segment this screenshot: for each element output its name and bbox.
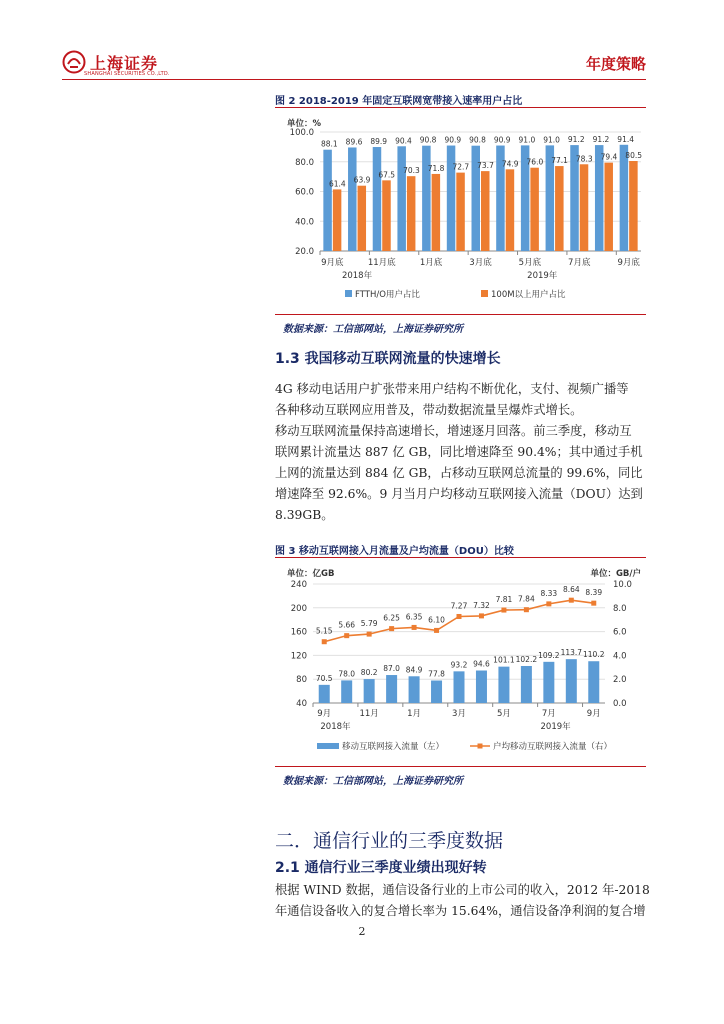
y-left-tick-label: 240 [290, 580, 307, 590]
bar-traffic [588, 661, 599, 703]
x-tick-label: 1月底 [419, 258, 443, 268]
data-label-dou: 6.10 [428, 615, 445, 625]
bar-traffic [521, 666, 532, 703]
data-label-ftth: 91.4 [617, 134, 635, 144]
y-tick-label: 80.0 [295, 157, 314, 168]
data-label-ftth: 89.6 [345, 137, 363, 147]
legend-label-dou: 户均移动互联网接入流量（右） [493, 742, 613, 752]
data-label-traffic: 101.1 [493, 655, 515, 665]
y-right-tick-label: 10.0 [613, 580, 632, 590]
para-line: 根据 WIND 数据，通信设备行业的上市公司的收入，2012 年-2018 [275, 883, 650, 897]
y-right-tick-label: 4.0 [613, 651, 627, 662]
x-tick-label: 1月 [407, 709, 422, 719]
data-label-ftth: 91.0 [518, 135, 536, 145]
data-label-traffic: 80.2 [360, 668, 378, 678]
section-2-heading: 二．通信行业的三季度数据 [275, 830, 504, 852]
bar-ftth [373, 147, 382, 251]
data-label-traffic: 110.2 [583, 650, 605, 660]
bar-100m [604, 163, 613, 251]
x-tick-label: 11月 [359, 709, 379, 719]
data-label-traffic: 87.0 [383, 664, 400, 674]
data-label-ftth: 90.4 [395, 136, 412, 146]
data-label-dou: 6.25 [383, 613, 400, 623]
data-label-dou: 7.81 [495, 595, 513, 605]
x-tick-label: 9月 [586, 709, 601, 719]
y-tick-label: 60.0 [295, 187, 314, 198]
left-unit-label: 单位：亿GB [287, 569, 335, 579]
data-label-100m: 74.9 [501, 159, 519, 169]
bar-traffic [543, 662, 554, 703]
data-label-traffic: 84.9 [405, 665, 423, 675]
data-label-dou: 7.32 [473, 600, 490, 610]
para-line: 增速降至 92.6%。9 月当月户均移动互联网接入流量（DOU）达到 [275, 487, 643, 501]
x-tick-label: 9月 [317, 709, 332, 719]
data-label-100m: 80.5 [625, 151, 643, 161]
bar-100m [629, 161, 638, 251]
bar-ftth [348, 147, 357, 251]
logo-emblem-icon [62, 50, 86, 74]
x-tick-label: 5月底 [518, 258, 542, 268]
bar-ftth [620, 145, 629, 251]
legend-swatch-traffic [317, 743, 339, 749]
y-left-tick-label: 40 [296, 699, 307, 709]
data-label-dou: 8.33 [540, 588, 558, 598]
data-label-traffic: 77.8 [428, 669, 445, 679]
data-label-traffic: 70.5 [315, 673, 333, 683]
dou-marker [344, 633, 349, 638]
bar-traffic [566, 659, 577, 703]
x-tick-label: 3月底 [469, 258, 492, 268]
x-tick-label: 11月底 [367, 258, 396, 268]
figure2-chart [275, 110, 646, 310]
bar-100m [506, 169, 515, 251]
figure3-source: 数据来源：工信部网站，上海证券研究所 [283, 776, 463, 787]
data-label-ftth: 91.2 [567, 135, 585, 145]
right-unit-label: 单位：GB/户 [590, 569, 641, 579]
dou-marker [434, 628, 439, 633]
year-label: 2019年 [527, 271, 558, 281]
bar-100m [432, 174, 441, 251]
bar-traffic [386, 675, 397, 703]
data-label-100m: 72.7 [452, 162, 470, 172]
data-label-traffic: 94.6 [473, 659, 490, 669]
section-1-3-heading: 1.3 我国移动互联网流量的快速增长 [275, 351, 501, 367]
data-label-dou: 7.27 [450, 601, 468, 611]
data-label-100m: 79.4 [600, 152, 618, 162]
data-label-traffic: 93.2 [450, 660, 468, 670]
figure3-bottom-rule [275, 766, 646, 767]
x-tick-label: 9月底 [617, 258, 640, 268]
data-label-traffic: 109.2 [538, 650, 560, 660]
figure2-title: 图 2 2018-2019 年固定互联网宽带接入速率用户占比 [275, 96, 523, 107]
data-label-100m: 78.3 [575, 154, 593, 164]
page-number: 2 [358, 925, 366, 938]
data-label-100m: 63.9 [353, 175, 371, 185]
year-label: 2018年 [341, 271, 373, 281]
data-label-dou: 5.66 [338, 620, 356, 630]
figure3-top-rule [275, 557, 646, 558]
bar-ftth [447, 146, 456, 251]
bar-100m [555, 166, 564, 251]
data-label-dou: 5.79 [360, 619, 378, 629]
para-line: 4G 移动电话用户扩张带来用户结构不断优化，支付、视频广播等 [275, 382, 629, 396]
data-label-100m: 71.8 [427, 163, 445, 173]
dou-marker [591, 601, 596, 606]
section-1-3-para2 [275, 421, 646, 526]
logo-text: 上海证券 [90, 53, 159, 73]
x-tick-label: 3月 [452, 709, 466, 719]
y-tick-label: 40.0 [295, 217, 314, 228]
data-label-dou: 8.64 [562, 585, 580, 595]
year-label: 2018年 [320, 722, 351, 732]
data-label-100m: 67.5 [378, 170, 396, 180]
y-right-tick-label: 0.0 [613, 699, 627, 709]
report-type: 年度策略 [585, 55, 646, 73]
y-right-tick-label: 2.0 [613, 675, 627, 686]
bar-traffic [431, 681, 442, 703]
para-line: 年通信设备收入的复合增长率为 15.64%，通信设备净利润的复合增 [275, 904, 646, 918]
data-label-ftth: 89.9 [370, 137, 388, 147]
data-label-100m: 77.1 [551, 156, 568, 166]
dou-marker [524, 607, 529, 612]
bar-100m [333, 189, 342, 251]
legend-swatch-ftth [345, 290, 352, 297]
data-label-ftth: 90.8 [419, 135, 437, 145]
x-tick-label: 9月底 [321, 258, 344, 268]
x-tick-label: 5月 [496, 709, 511, 719]
para-line: 8.39GB。 [275, 508, 334, 522]
bar-100m [382, 180, 391, 251]
unit-label: 单位：% [287, 119, 322, 129]
y-left-tick-label: 80 [296, 675, 307, 686]
figure3-title: 图 3 移动互联网接入月流量及户均流量（DOU）比较 [275, 546, 514, 557]
dou-marker [569, 598, 574, 603]
bar-ftth [422, 146, 431, 251]
data-label-traffic: 78.0 [338, 669, 356, 679]
legend-label-ftth: FTTH/O用户占比 [355, 290, 420, 300]
y-left-tick-label: 160 [290, 627, 307, 638]
bar-traffic [319, 685, 330, 703]
bar-100m [407, 176, 416, 251]
data-label-dou: 6.35 [405, 612, 423, 622]
figure2-top-rule [275, 107, 646, 108]
dou-marker [501, 608, 506, 613]
figure2-bottom-rule [275, 314, 646, 315]
para-line: 各种移动互联网应用普及，带动数据流量呈爆炸式增长。 [275, 403, 583, 417]
bar-ftth [397, 146, 406, 251]
bar-traffic [364, 679, 375, 703]
data-label-ftth: 91.0 [543, 135, 560, 145]
y-right-tick-label: 8.0 [613, 603, 627, 614]
data-label-100m: 76.0 [526, 157, 544, 167]
legend-swatch-100m [481, 290, 488, 297]
x-tick-label: 7月底 [568, 258, 591, 268]
bar-traffic [498, 667, 509, 703]
data-label-100m: 70.3 [403, 166, 420, 176]
data-label-dou: 8.39 [585, 588, 603, 598]
legend-label-traffic: 移动互联网接入流量（左） [342, 742, 445, 752]
dou-marker [412, 625, 417, 630]
section-2-1-heading: 2.1 通信行业三季度业绩出现好转 [275, 860, 487, 876]
logo-subtitle: SHANGHAI SECURITIES CO.,LTD. [84, 71, 170, 77]
year-label: 2019年 [540, 722, 571, 732]
dou-marker [546, 601, 551, 606]
data-label-100m: 73.7 [477, 161, 494, 171]
data-label-traffic: 113.7 [560, 648, 583, 658]
bar-ftth [323, 150, 332, 251]
figure2-source: 数据来源：工信部网站，上海证券研究所 [283, 324, 463, 335]
data-label-ftth: 90.8 [469, 135, 486, 145]
para-line: 移动互联网流量保持高速增长，增速逐月回落。前三季度，移动互 [275, 424, 632, 438]
data-label-ftth: 90.9 [444, 135, 462, 145]
bar-traffic [409, 676, 420, 703]
y-tick-label: 20.0 [295, 247, 314, 257]
bar-100m [358, 186, 367, 251]
y-left-tick-label: 200 [290, 603, 307, 614]
y-right-tick-label: 6.0 [613, 627, 627, 638]
data-label-100m: 61.4 [328, 179, 346, 189]
legend-label-100m: 100M以上用户占比 [491, 290, 566, 300]
bar-100m [481, 171, 490, 251]
bar-100m [580, 164, 589, 251]
y-left-tick-label: 120 [290, 651, 307, 662]
y-tick-label: 100.0 [289, 128, 314, 138]
para-line: 联网累计流量达 887 亿 GB，同比增速降至 90.4%；其中通过手机 [275, 445, 643, 459]
section-2-1-para [275, 880, 650, 922]
bar-traffic [476, 671, 487, 703]
data-label-ftth: 91.2 [592, 135, 610, 145]
dou-marker [457, 614, 462, 619]
x-tick-label: 7月 [541, 709, 556, 719]
dou-marker [479, 613, 484, 618]
dou-marker [389, 626, 394, 631]
data-label-ftth: 90.9 [493, 135, 511, 145]
bar-traffic [341, 680, 352, 703]
dou-marker [322, 639, 327, 644]
data-label-traffic: 102.2 [515, 654, 538, 664]
data-label-ftth: 88.1 [320, 139, 338, 149]
bar-100m [456, 173, 465, 251]
figure3-chart [275, 560, 646, 764]
legend-marker-dou [478, 744, 483, 749]
header-divider [62, 79, 646, 80]
bar-traffic [454, 671, 465, 703]
dou-marker [367, 632, 372, 637]
section-1-3-para1 [275, 379, 646, 421]
para-line: 上网的流量达到 884 亿 GB，占移动互联网总流量的 99.6%，同比 [275, 466, 643, 480]
data-label-dou: 5.15 [315, 626, 333, 636]
bar-100m [530, 168, 539, 251]
data-label-dou: 7.84 [518, 594, 535, 604]
